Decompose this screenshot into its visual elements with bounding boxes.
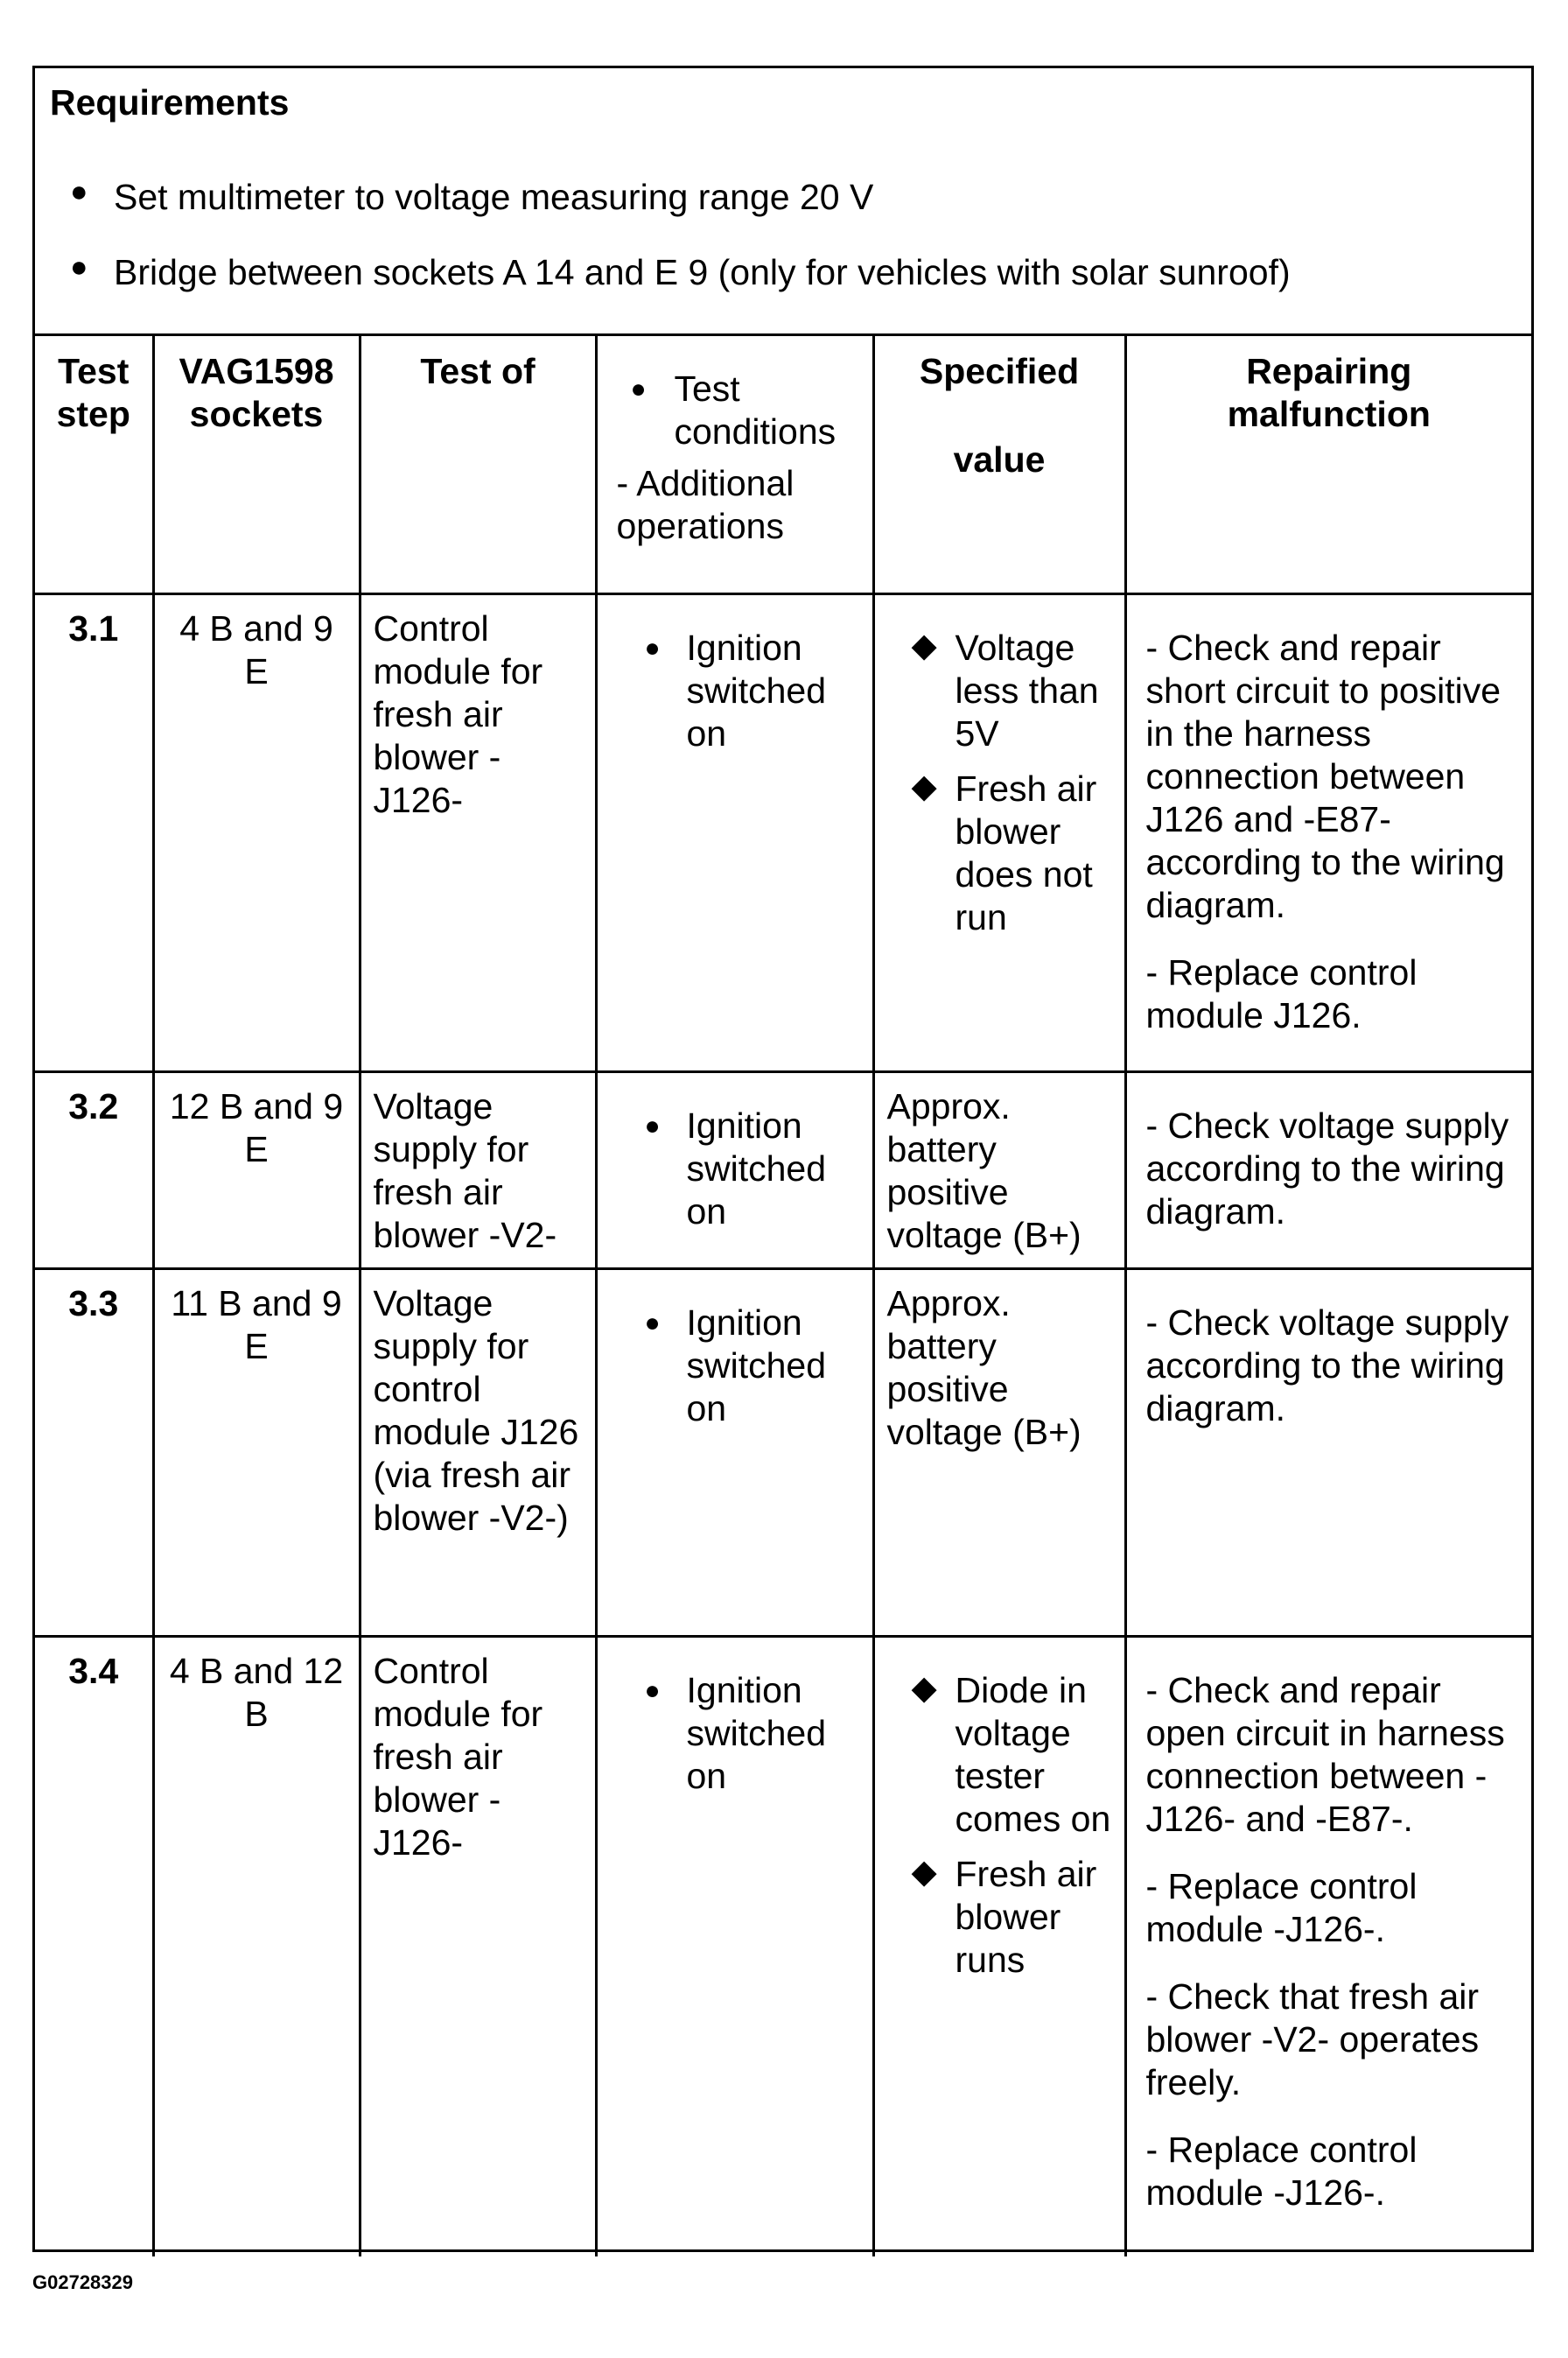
bullet-icon: ● xyxy=(630,375,647,404)
requirement-item: Set multimeter to voltage measuring range 20 V xyxy=(114,177,874,217)
repair-item: - Replace control module -J126-. xyxy=(1145,1866,1418,1949)
row-condition: Ignition switched on xyxy=(686,1105,827,1232)
bullet-icon: ● xyxy=(644,1676,661,1705)
header-repairing: Repairing malfunction xyxy=(1227,351,1431,434)
specified-item: Voltage less than 5V xyxy=(955,628,1099,754)
procedure-sheet xyxy=(32,66,1534,2252)
specified-item: Fresh air blower runs xyxy=(955,1854,1097,1980)
row-sockets: 4 B and 9 E xyxy=(179,608,333,691)
bullet-icon: ● xyxy=(70,250,88,284)
figure-id: G02728329 xyxy=(32,2271,133,2293)
row-test-of: Voltage supply for control module J126 (via fresh air blower -V2-) xyxy=(373,1283,579,1538)
header-test-conditions: Test conditions xyxy=(674,368,836,452)
table-row xyxy=(35,594,1531,1072)
row-step: 3.2 xyxy=(68,1086,119,1126)
table-row xyxy=(35,1269,1531,1637)
bullet-icon: ● xyxy=(70,175,88,208)
repair-item: - Check and repair short circuit to positive in the harness connection between J126 and -E87- according to the wiring diagram. xyxy=(1145,628,1505,925)
header-value: value xyxy=(953,439,1046,480)
bullet-icon: ● xyxy=(644,634,661,663)
requirements-box xyxy=(35,68,1531,336)
row-sockets: 12 B and 9 E xyxy=(169,1086,344,1169)
row-specified: Approx. battery positive voltage (B+) xyxy=(886,1283,1082,1452)
diamond-bullet-icon: ◆ xyxy=(911,1670,937,1707)
header-test-of: Test of xyxy=(420,351,536,391)
header-specified: Specified xyxy=(919,351,1080,391)
bullet-icon: ● xyxy=(644,1309,661,1337)
header-sockets: VAG1598 sockets xyxy=(178,351,334,434)
row-test-of: Voltage supply for fresh air blower -V2- xyxy=(373,1086,557,1255)
diamond-bullet-icon: ◆ xyxy=(911,768,937,805)
row-step: 3.4 xyxy=(68,1651,119,1691)
repair-item: - Replace control module J126. xyxy=(1145,952,1418,1035)
row-step: 3.3 xyxy=(68,1283,119,1323)
requirements-title: Requirements xyxy=(50,82,290,123)
table-row xyxy=(35,1072,1531,1269)
diamond-bullet-icon: ◆ xyxy=(911,628,937,664)
row-condition: Ignition switched on xyxy=(686,1670,827,1796)
repair-item: - Check voltage supply according to the wiring diagram. xyxy=(1145,1302,1509,1428)
requirement-item: Bridge between sockets A 14 and E 9 (only for vehicles with solar sunroof) xyxy=(114,252,1291,292)
row-condition: Ignition switched on xyxy=(686,628,827,754)
test-table xyxy=(35,333,1531,2256)
table-row xyxy=(35,1637,1531,2256)
table-header-row xyxy=(35,335,1531,594)
row-sockets: 11 B and 9 E xyxy=(171,1283,342,1366)
specified-item: Fresh air blower does not run xyxy=(955,768,1097,937)
header-test-step: Test step xyxy=(56,351,130,434)
header-additional-operations: - Additional operations xyxy=(616,463,794,546)
diamond-bullet-icon: ◆ xyxy=(911,1854,937,1891)
row-test-of: Control module for fresh air blower -J126- xyxy=(373,608,543,820)
row-specified: Approx. battery positive voltage (B+) xyxy=(886,1086,1082,1255)
row-sockets: 4 B and 12 B xyxy=(169,1651,344,1734)
bullet-icon: ● xyxy=(644,1112,661,1140)
row-step: 3.1 xyxy=(68,608,119,649)
repair-item: - Check voltage supply according to the wiring diagram. xyxy=(1145,1105,1509,1232)
specified-item: Diode in voltage tester comes on xyxy=(955,1670,1111,1839)
repair-item: - Check that fresh air blower -V2- operates freely. xyxy=(1145,1976,1480,2102)
row-test-of: Control module for fresh air blower -J126- xyxy=(373,1651,543,1863)
row-condition: Ignition switched on xyxy=(686,1302,827,1428)
repair-item: - Check and repair open circuit in harness connection between -J126- and -E87-. xyxy=(1145,1670,1505,1839)
repair-item: - Replace control module -J126-. xyxy=(1145,2130,1418,2213)
